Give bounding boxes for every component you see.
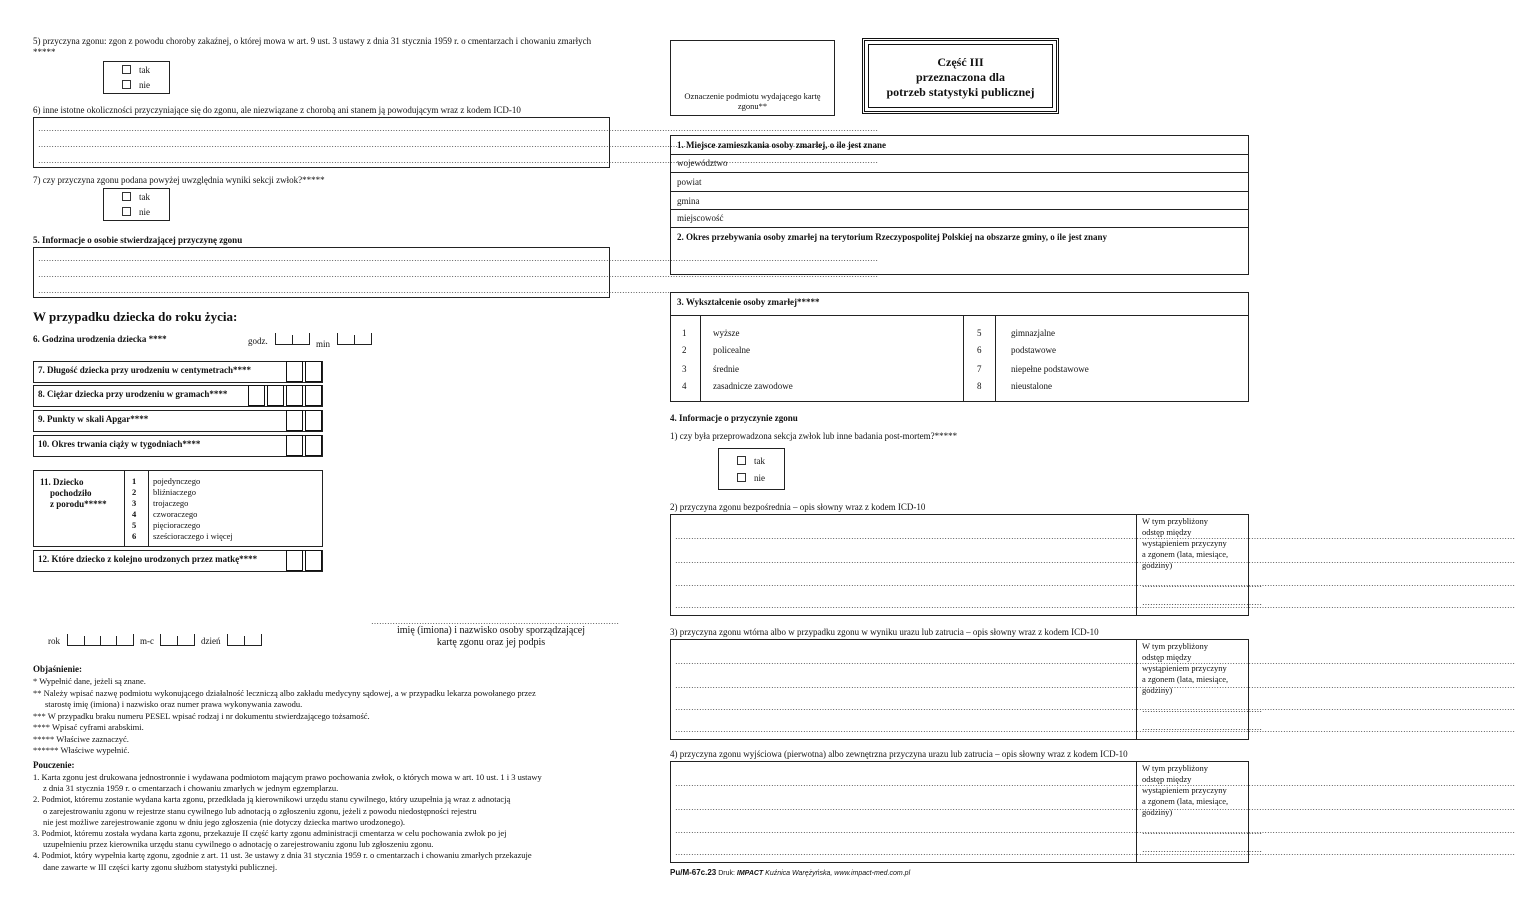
dotted-line — [675, 681, 1132, 691]
option-label: nie — [139, 207, 150, 217]
length-cell[interactable] — [305, 361, 322, 382]
option-number: 2 — [682, 345, 687, 355]
pregnancy-weeks-cell[interactable] — [286, 435, 303, 456]
section11-label-1: 11. Dziecko — [40, 477, 84, 487]
option-number: 1 — [132, 476, 137, 486]
month-label: m-c — [140, 636, 154, 646]
min-label: min — [316, 339, 331, 349]
field-label: województwo — [677, 158, 728, 168]
apgar-cell[interactable] — [305, 410, 322, 431]
locality-field[interactable] — [671, 209, 1248, 227]
printer-logo: IMPACT — [736, 870, 764, 877]
instruction: 1. Karta zgonu jest drukowana jednostronnie i wydawana podmiotom mającym prawo pochowania zwłok, o których mowa w art. 10 ust. 1 i 3 ustawy — [33, 772, 542, 782]
interval-label: W tym przybliżony — [1142, 763, 1208, 773]
checkbox-icon — [122, 207, 131, 216]
interval-label: a zgonem (lata, miesiące, — [1142, 796, 1229, 806]
minute-input[interactable] — [337, 333, 372, 345]
section1-title: 1. Miejsce zamieszkania osoby zmarłej, o ile jest znane — [677, 140, 886, 150]
interval-label: wystąpieniem przyczyny — [1142, 538, 1227, 548]
section3-title: 3. Wykształcenie osoby zmarłej***** — [677, 297, 820, 307]
section5-textarea[interactable] — [33, 247, 610, 298]
pouczenie-list — [33, 772, 608, 873]
birth-option[interactable]: czworaczego — [153, 509, 198, 519]
q1-options-box — [718, 448, 785, 490]
print-label: Druk: — [718, 870, 735, 877]
section9-row — [33, 410, 323, 432]
option-number: 5 — [977, 328, 982, 338]
issuer-label: Oznaczenie podmiotu wydającego kartę zgonu** — [684, 91, 821, 111]
interval-label: wystąpieniem przyczyny — [1142, 785, 1227, 795]
dotted-line — [675, 803, 1132, 813]
checkbox-icon — [122, 80, 131, 89]
option-number: 7 — [977, 364, 982, 374]
option-number: 6 — [132, 531, 137, 541]
dotted-line — [675, 779, 1132, 789]
interval-label: godziny) — [1142, 685, 1173, 695]
q6-label: 6) inne istotne okoliczności przyczyniające się do zgonu, ale niezwiązane z chorobą ani stanem ją powodującym wraz z kodem ICD-10 — [33, 105, 521, 115]
footnote: ****** Właściwe wypełnić. — [33, 745, 130, 755]
birth-option[interactable]: pięcioraczego — [153, 520, 201, 530]
option-number: 3 — [132, 498, 137, 508]
q4-cause-box — [670, 761, 1262, 863]
voivodeship-field[interactable] — [671, 154, 1248, 172]
section4-title: 4. Informacje o przyczynie zgonu — [670, 413, 798, 423]
printer-info: Kuźnica Warężyńska, www.impact-med.com.pl — [765, 870, 911, 877]
section7-label: 7. Długość dziecka przy urodzeniu w centymetrach**** — [38, 365, 252, 375]
q4-interval-field[interactable] — [1142, 763, 1262, 854]
option-number: 8 — [977, 381, 982, 391]
birth-option[interactable]: trojaczego — [153, 498, 189, 508]
footnote: * Wypełnić dane, jeżeli są znane. — [33, 676, 146, 686]
education-option[interactable]: gimnazjalne — [1011, 328, 1055, 338]
section10-row — [33, 435, 323, 457]
county-field[interactable] — [671, 172, 1248, 190]
rok-label: rok — [48, 636, 60, 646]
option-label: tak — [754, 456, 765, 466]
option-number: 6 — [977, 345, 982, 355]
section9-label: 9. Punkty w skali Apgar**** — [38, 414, 149, 424]
instruction: 4. Podmiot, który wypełnia kartę zgonu, zgodnie z art. 11 ust. 3e ustawy z dnia 31 stycznia 1959 r. o cmentarzach i chowaniu zmarłych przekazuje — [33, 850, 532, 861]
option-number: 1 — [682, 328, 687, 338]
q5-option-tak[interactable] — [122, 65, 150, 76]
dotted-line: ……………………………………… — [1142, 723, 1262, 732]
q5-label: 5) przyczyna zgonu: zgon z powodu choroby zakaźnej, o której mowa w art. 9 ust. 3 ustawy z dnia 31 stycznia 1959 r. o cmentarzach i chowaniu zmarłych ***** — [33, 36, 592, 58]
checkbox-icon — [122, 192, 131, 201]
q2-description-field[interactable] — [671, 515, 1136, 615]
option-number: 2 — [132, 487, 137, 497]
objasnienie-list — [33, 676, 608, 757]
day-input[interactable] — [227, 634, 262, 646]
checkbox-icon — [122, 65, 131, 74]
dotted-line: ……………………………………… — [1142, 598, 1262, 607]
dotted-line — [38, 286, 605, 296]
birth-order-cell[interactable] — [286, 550, 303, 571]
option-label: nie — [139, 80, 150, 90]
option-number: 4 — [132, 509, 137, 519]
dotted-line — [675, 556, 1132, 566]
weight-cell[interactable] — [248, 385, 265, 406]
dotted-line — [675, 725, 1132, 735]
education-option[interactable]: wyższe — [713, 328, 740, 338]
instruction: z dnia 31 stycznia 1959 r. o cmentarzach i chowaniu zmarłych w jednym egzemplarzu. — [43, 783, 339, 794]
dotted-line: ……………………………………… — [1142, 845, 1262, 854]
education-option[interactable]: nieustalone — [1011, 381, 1052, 391]
dotted-line — [38, 254, 605, 264]
section6-title: 6. Godzina urodzenia dziecka **** — [33, 334, 167, 344]
section5-title: 5. Informacje o osobie stwierdzającej przyczynę zgonu — [33, 235, 243, 245]
field-label: miejscowość — [677, 213, 724, 223]
education-option[interactable]: podstawowe — [1011, 345, 1056, 355]
q7-label: 7) czy przyczyna zgonu podana powyżej uwzględnia wyniki sekcji zwłok?***** — [33, 175, 325, 185]
q7-option-nie[interactable] — [122, 207, 150, 218]
option-label: tak — [139, 192, 150, 202]
day-label: dzień — [201, 636, 221, 646]
section2-title: 2. Okres przebywania osoby zmarłej na terytorium Rzeczypospolitej Polskiej na obszarze gminy, o ile jest znany — [677, 232, 1108, 242]
checkbox-icon — [737, 456, 746, 465]
option-number: 3 — [682, 364, 687, 374]
dotted-line — [38, 124, 605, 134]
option-label: tak — [139, 65, 150, 75]
q3-interval-field[interactable] — [1142, 641, 1262, 732]
interval-label: godziny) — [1142, 560, 1173, 570]
instruction: 3. Podmiot, któremu została wydana karta zgonu, przekazuje II część karty zgonu administracji cmentarza w celu pochowania zwłok po jej — [33, 828, 507, 839]
interval-label: a zgonem (lata, miesiące, — [1142, 549, 1229, 559]
education-table — [670, 292, 1249, 402]
signature-caption-2: kartę zgonu oraz jej podpis — [436, 637, 546, 648]
education-option[interactable]: niepełne podstawowe — [1011, 364, 1089, 374]
section11-label-2: pochodziło — [50, 488, 92, 498]
instruction: 2. Podmiot, któremu zostanie wydana karta zgonu, przedkłada ją kierownikowi urzędu stanu cywilnego, który uzupełnia ją wraz z adnotacją — [33, 794, 511, 805]
section11-label-3: z porodu***** — [50, 499, 107, 509]
section11-box — [33, 470, 323, 547]
month-input[interactable] — [160, 634, 195, 646]
dotted-line: ……………………………………… — [1142, 827, 1262, 836]
q3-cause-box — [670, 639, 1262, 740]
section10-label: 10. Okres trwania ciąży w tygodniach**** — [38, 439, 201, 449]
field-label: powiat — [677, 177, 702, 187]
footnote: ** Należy wpisać nazwę podmiotu wykonującego działalność leczniczą albo zakładu medycyny sądowej, a w przypadku lekarza powołanego przez — [33, 687, 536, 698]
birth-option[interactable]: sześcioraczego i więcej — [153, 531, 233, 541]
q4-description-field[interactable] — [671, 762, 1136, 862]
part-title-box — [862, 38, 1059, 114]
option-label: nie — [754, 473, 765, 483]
education-option[interactable]: policealne — [713, 345, 750, 355]
option-number: 5 — [132, 520, 137, 530]
dotted-line — [38, 270, 605, 280]
education-option[interactable]: średnie — [713, 364, 739, 374]
interval-label: odstęp między — [1142, 527, 1192, 537]
godz-label: godz. — [248, 336, 268, 346]
dotted-line: ……………………………………… — [1142, 580, 1262, 589]
q2-label: 2) przyczyna zgonu bezpośrednia – opis słowny wraz z kodem ICD-10 — [670, 502, 926, 512]
commune-field[interactable] — [671, 191, 1248, 209]
part-title-3: potrzeb statystyki publicznej — [886, 85, 1035, 99]
length-cell[interactable] — [286, 361, 303, 382]
dotted-line — [675, 703, 1132, 713]
part-title-1: Część III — [937, 55, 984, 69]
interval-label: wystąpieniem przyczyny — [1142, 663, 1227, 673]
objasnienie-title: Objaśnienie: — [33, 664, 83, 674]
signature-line[interactable]: ………………………………………………………………………………… — [371, 617, 619, 626]
dotted-line — [675, 601, 1132, 611]
weight-cell[interactable] — [305, 385, 322, 406]
interval-label: a zgonem (lata, miesiące, — [1142, 674, 1229, 684]
birth-order-cell[interactable] — [305, 550, 322, 571]
dotted-line — [675, 657, 1132, 667]
instruction: o zarejestrowaniu zgonu w rejestrze stanu cywilnego lub adnotacją o zgłoszeniu zgonu, jeżeli z powodu niedostępności rejestru — [43, 805, 477, 816]
hour-input[interactable] — [275, 333, 310, 345]
dotted-line — [675, 848, 1132, 858]
dotted-line — [675, 532, 1132, 542]
residence-table — [670, 135, 1249, 275]
section11-number-column — [124, 471, 149, 546]
pouczenie-title: Pouczenie: — [33, 760, 75, 770]
dotted-line — [38, 156, 605, 166]
footnote: ***** Właściwe zaznaczyć. — [33, 733, 129, 744]
q1-label: 1) czy była przeprowadzona sekcja zwłok lub inne badania post-mortem?***** — [670, 431, 958, 441]
field-label: gmina — [677, 196, 700, 206]
q5-options-box — [103, 61, 170, 94]
issuer-stamp-box[interactable] — [670, 40, 835, 116]
interval-label: W tym przybliżony — [1142, 516, 1208, 526]
q3-label: 3) przyczyna zgonu wtórna albo w przypadku zgonu w wyniku urazu lub zatrucia – opis słowny wraz z kodem ICD-10 — [670, 627, 1099, 637]
interval-label: odstęp między — [1142, 774, 1192, 784]
part-title-2: przeznaczona dla — [916, 70, 1005, 84]
q7-options-box — [103, 188, 170, 221]
q4-label: 4) przyczyna zgonu wyjściowa (pierwotna) albo zewnętrzna przyczyna urazu lub zatrucia – opis słowny wraz z kodem ICD-10 — [670, 749, 1128, 759]
q6-textarea[interactable] — [33, 117, 610, 168]
weight-cell[interactable] — [286, 385, 303, 406]
birth-option[interactable]: bliźniaczego — [153, 487, 196, 497]
q7-option-tak[interactable] — [122, 192, 150, 203]
print-footer — [670, 868, 910, 879]
signature-caption-1: imię (imiona) i nazwisko osoby sporządzającej — [397, 625, 585, 636]
interval-label: godziny) — [1142, 807, 1173, 817]
education-option[interactable]: zasadnicze zawodowe — [713, 381, 793, 391]
dotted-line — [675, 579, 1132, 589]
q5-option-nie[interactable] — [122, 80, 150, 91]
instruction: uzupełnieniu przez kierownika urzędu stanu cywilnego o adnotację o zarejestrowaniu zgonu lub zgłoszeniu zgonu. — [43, 839, 434, 850]
instruction: dane zawarte w III części karty zgonu służbom statystyki publicznej. — [43, 861, 278, 872]
section12-row — [33, 550, 323, 572]
year-input[interactable] — [67, 634, 134, 646]
form-code: Pu/M-67c.23 — [670, 868, 717, 877]
q2-interval-field[interactable] — [1142, 516, 1262, 607]
q1-option-nie[interactable] — [737, 473, 765, 484]
weight-cell[interactable] — [267, 385, 284, 406]
footnote: **** Wpisać cyframi arabskimi. — [33, 722, 144, 732]
interval-label: W tym przybliżony — [1142, 641, 1208, 651]
footnote: starostę imię (imiona) i nazwisko oraz numer prawa wykonywania zawodu. — [45, 699, 303, 709]
q1-option-tak[interactable] — [737, 456, 765, 467]
interval-label: odstęp między — [1142, 652, 1192, 662]
pregnancy-weeks-cell[interactable] — [305, 435, 322, 456]
section12-label: 12. Które dziecko z kolejno urodzonych przez matkę**** — [38, 554, 258, 564]
q2-cause-box — [670, 514, 1262, 616]
checkbox-icon — [737, 473, 746, 482]
q3-description-field[interactable] — [671, 640, 1136, 739]
section7-row — [33, 361, 323, 383]
birth-option[interactable]: pojedynczego — [153, 476, 201, 486]
dotted-line: ……………………………………… — [1142, 705, 1262, 714]
option-number: 4 — [682, 381, 687, 391]
dotted-line — [38, 140, 605, 150]
apgar-cell[interactable] — [286, 410, 303, 431]
child-heading: W przypadku dziecka do roku życia: — [33, 309, 238, 324]
instruction: nie jest możliwe zarejestrowanie zgonu w dniu jego zgłoszenia (nie dotyczy dziecka martwo urodzonego). — [43, 816, 406, 827]
footnote: *** W przypadku braku numeru PESEL wpisać rodzaj i nr dokumentu stwierdzającego tożsamość. — [33, 710, 370, 721]
section8-label: 8. Ciężar dziecka przy urodzeniu w gramach**** — [38, 389, 228, 399]
dotted-line — [675, 826, 1132, 836]
